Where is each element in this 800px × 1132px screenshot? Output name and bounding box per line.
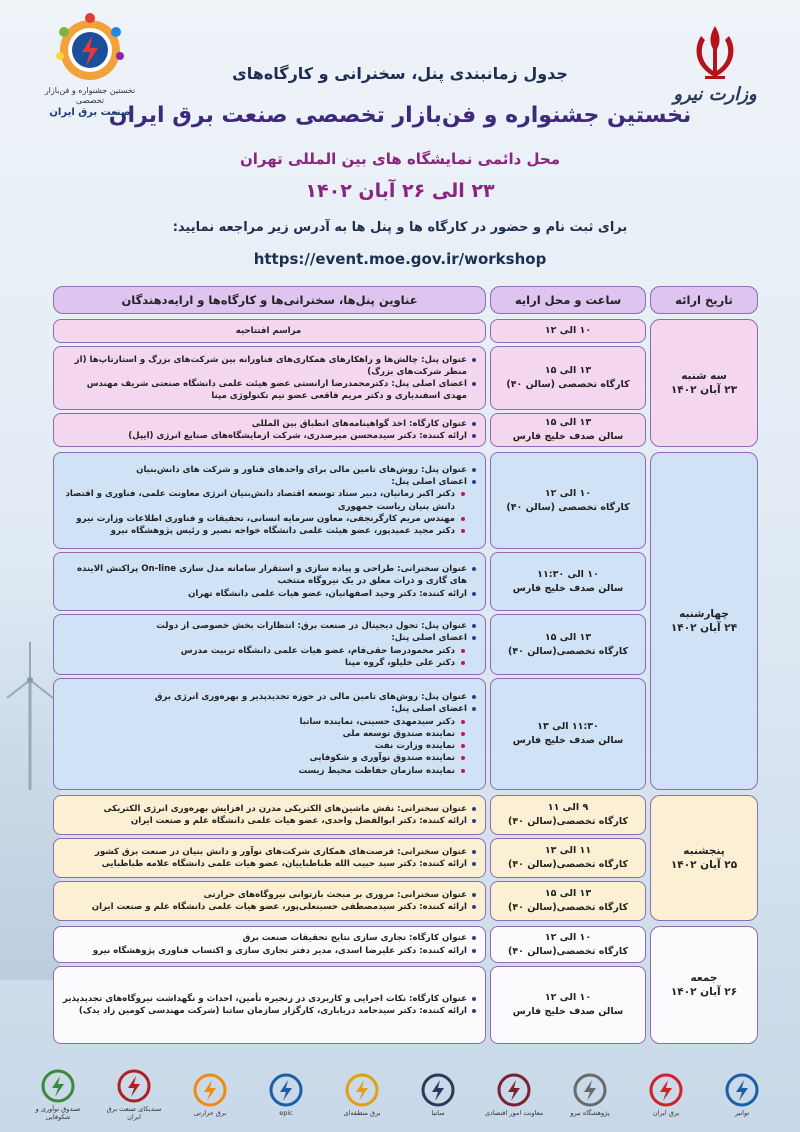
session-row xyxy=(53,926,646,963)
day-date-cell xyxy=(650,795,758,921)
registration-note: برای ثبت نام و حضور در کارگاه ها و پنل ها به آدرس زیر مراجعه نمایید: xyxy=(172,220,628,235)
sponsor-logo-renewable xyxy=(405,1073,471,1118)
sponsor-logo-innovation-fund xyxy=(25,1069,91,1122)
day-sessions xyxy=(53,319,646,447)
session-row xyxy=(53,838,646,878)
sponsor-caption: توانیر xyxy=(734,1108,750,1117)
session-time-cell xyxy=(490,926,646,963)
day-weekday: پنجشنبه xyxy=(683,844,725,857)
session-detail: ارائه کننده: دکتر سیدمحسن میرصدری، شرکت ازمایشگاه‌های صنایع انرژی (ایپل) xyxy=(60,430,477,442)
session-detail: عنوان سخنرانی: نقش ماشین‌های الکتریکی مدرن در افزایش بهره‌وری انرژی الکتریکی xyxy=(60,803,477,815)
session-time: ۱۰ الی ۱۲ xyxy=(544,325,592,337)
session-location: سالن صدف خلیج فارس xyxy=(512,735,624,746)
column-header-time: ساعت و محل ارایه xyxy=(490,286,646,314)
festival-logo-caption2: صنعت برق ایران xyxy=(49,107,131,119)
power-grid-icon xyxy=(649,1073,683,1107)
session-detail: عنوان پنل: روش‌های تامین مالی در حوزه تجدیدپذیر و بهره‌وری انرژی برق xyxy=(60,691,477,703)
session-time: ۱۳ الی ۱۵ xyxy=(544,631,592,643)
session-detail: عنوان پنل: چالش‌ها و راهکارهای همکاری‌های فناورانه بین شرکت‌های بزرگ و استارتاپ‌ها (از منظر شرکت‌های بزرگ) xyxy=(60,354,477,378)
renewable-icon xyxy=(421,1073,455,1107)
sponsor-logo-industry-syndicate xyxy=(101,1069,167,1122)
sponsor-caption: برق حرارتی xyxy=(193,1108,227,1117)
session-time: ۱۰ الی ۱۲ xyxy=(544,931,592,943)
sponsor-logos xyxy=(0,1058,800,1132)
panel-member: مهندس مریم کارگرنجفی، معاون سرمایه انسانی، تحقیقات و فناوری اطلاعات وزارت نیرو xyxy=(60,513,477,525)
session-row xyxy=(53,552,646,611)
session-topic-cell xyxy=(53,614,486,675)
day-date: ۲۶ آبان ۱۴۰۲ xyxy=(670,986,738,998)
session-row xyxy=(53,678,646,790)
session-row xyxy=(53,795,646,835)
session-detail: عنوان سخنرانی: مروری بر مبحث بازتوانی نیروگاه‌های حرارتی xyxy=(60,889,477,901)
session-row xyxy=(53,452,646,549)
thermal-power-icon xyxy=(193,1073,227,1107)
session-time-cell xyxy=(490,678,646,790)
sponsor-logo-tavanir xyxy=(709,1073,775,1118)
ceremony-title: مراسم افتتاحیه xyxy=(235,325,302,336)
session-topic-cell xyxy=(53,926,486,963)
session-location: کارگاه تخصصی(سالن ۴۰) xyxy=(508,902,628,913)
sponsor-caption: epic xyxy=(279,1108,293,1117)
session-time-cell xyxy=(490,346,646,410)
panel-member: دکتر مجید عمیدپور، عضو هیئت علمی دانشگاه خواجه نصیر و رئیس پژوهشگاه نیرو xyxy=(60,525,477,537)
session-time-cell xyxy=(490,552,646,611)
session-location: کارگاه تخصصی(سالن ۴۰) xyxy=(508,859,628,870)
session-time-cell xyxy=(490,319,646,343)
session-topic-cell xyxy=(53,966,486,1044)
panel-member: نماینده صندوق توسعه ملی xyxy=(60,728,477,740)
venue: محل دائمی نمایشگاه های بین المللی تهران xyxy=(239,150,561,168)
session-detail: اعضای اصلی پنل: xyxy=(60,632,477,644)
sponsor-logo-power-grid xyxy=(633,1073,699,1118)
date-range: ۲۳ الی ۲۶ آبان ۱۴۰۲ xyxy=(305,180,495,202)
session-time-cell xyxy=(490,452,646,549)
session-time: ۱۰ الی ۱۲ xyxy=(544,992,592,1004)
sponsor-caption: ساتبا xyxy=(431,1108,445,1117)
session-time: ۱۰ الی ۱۲ xyxy=(544,487,592,499)
panel-member: دکتر محمودرضا حقی‌فام، عضو هیات علمی دانشگاه تربیت مدرس xyxy=(60,645,477,657)
day-weekday: چهارشنبه xyxy=(679,607,729,620)
day-date-cell xyxy=(650,926,758,1044)
panel-member: نماینده سازمان حفاظت محیط زیست xyxy=(60,765,477,777)
session-row xyxy=(53,881,646,921)
session-location: سالن صدف خلیج فارس xyxy=(512,1006,624,1017)
day-block xyxy=(53,452,758,790)
session-detail: اعضای اصلی پنل: xyxy=(60,476,477,488)
panel-member: دکتر سیدمهدی حسینی، نماینده ساتبا xyxy=(60,716,477,728)
session-location: کارگاه تخصصی (سالن ۴۰) xyxy=(506,379,630,390)
day-date-cell xyxy=(650,452,758,790)
session-row xyxy=(53,319,646,343)
day-date: ۲۳ آبان ۱۴۰۲ xyxy=(670,384,738,396)
session-detail: ارائه کننده: دکتر علیرضا اسدی، مدیر دفتر تجاری سازی و اکتساب فناوری پژوهشگاه نیرو xyxy=(60,945,477,957)
session-time: ۱۳ الی ۱۵ xyxy=(544,888,592,900)
tavanir-icon xyxy=(725,1073,759,1107)
sponsor-caption: پژوهشگاه نیرو xyxy=(570,1108,610,1117)
electricity-co-icon xyxy=(345,1073,379,1107)
session-detail: ارائه کننده: دکتر ابوالفضل واحدی، عضو هیات علمی دانشگاه علم و صنعت ایران xyxy=(60,815,477,827)
industry-syndicate-icon xyxy=(117,1069,151,1103)
day-weekday: جمعه xyxy=(690,971,718,984)
session-topic-cell xyxy=(53,838,486,878)
session-detail: عنوان کارگاه: اخذ گواهینامه‌های انطباق بین المللی xyxy=(60,418,477,430)
sponsor-caption: برق منطقه‌ای xyxy=(343,1108,381,1117)
ministry-label: وزارت نیرو xyxy=(673,84,757,105)
session-detail: اعضای اصلی پنل: xyxy=(60,703,477,715)
session-location: کارگاه تخصصی(سالن ۴۰) xyxy=(508,945,628,957)
session-detail: ارائه کننده: دکتر سیدمصطفی حسینعلی‌پور، عضو هیات علمی دانشگاه علم و صنعت ایران xyxy=(60,901,477,913)
session-time-cell xyxy=(490,881,646,921)
session-location: کارگاه تخصصی(سالن ۴۰) xyxy=(508,645,628,657)
panel-member: دکتر اکبر زمانیان، دبیر ستاد توسعه اقتصاد دانش‌بنیان انرژی معاونت علمی، فناوری و اقتصاد دانش بنیان ریاست جمهوری xyxy=(60,488,477,512)
session-topic-cell xyxy=(53,346,486,410)
day-block xyxy=(53,795,758,921)
economic-affairs-icon xyxy=(497,1073,531,1107)
table-header xyxy=(53,286,758,314)
sponsor-caption: صندوق نوآوری و شکوفایی xyxy=(35,1104,81,1121)
session-location: کارگاه تخصصی(سالن ۴۰) xyxy=(508,816,628,827)
session-detail: عنوان پنل: روش‌های تامین مالی برای واحدهای فناور و شرکت های دانش‌بنیان xyxy=(60,464,477,476)
session-time-cell xyxy=(490,413,646,447)
session-time: ۹ الی ۱۱ xyxy=(547,802,589,814)
session-detail: عنوان سخنرانی: فرصت‌های همکاری شرکت‌های نوآور و دانش بنیان در صنعت برق کشور xyxy=(60,846,477,858)
session-detail: اعضای اصلی پنل: دکترمحمدرضا ارانستی عضو هیئت علمی دانشگاه صنعتی شریف مهندس مهدی اسفندیاری و دکتر مریم فاقعی عضو تیم تکنولوژی مپنا xyxy=(60,378,477,402)
sponsor-logo-research-institute xyxy=(557,1073,623,1118)
day-date: ۲۵ آبان ۱۴۰۲ xyxy=(670,859,738,871)
session-detail: عنوان سخنرانی: طراحی و پیاده سازی و استقرار سامانه مدل سازی On-line پراکنش الاینده های گازی و ذرات معلق در یک نیروگاه منتخب xyxy=(60,563,477,587)
session-time: ۱۳ الی ۱۵ xyxy=(544,417,592,429)
title-line2: نخستین جشنواره و فن‌بازار تخصصی صنعت برق ایران xyxy=(108,103,692,128)
session-detail: عنوان پنل: تحول دیجیتال در صنعت برق: انتظارات بخش خصوصی از دولت xyxy=(60,620,477,632)
session-detail: ارائه کننده: دکتر وحید اصفهانیان، عضو هیات علمی دانشگاه تهران xyxy=(60,588,477,600)
panel-member: دکتر علی خلیلو، گروه مپنا xyxy=(60,657,477,669)
session-time: ۱۳ الی ۱۵ xyxy=(544,365,592,377)
festival-logo-caption: نخستین جشنواره و فن‌بازار تخصصی xyxy=(44,86,136,105)
sponsor-logo-electricity-co xyxy=(329,1073,395,1118)
session-time: ۱۰ الی ۱۱:۳۰ xyxy=(537,568,599,580)
page-header xyxy=(0,0,800,285)
session-detail: عنوان کارگاه: تجاری سازی نتایج تحقیقات صنعت برق xyxy=(60,932,477,944)
session-time-cell xyxy=(490,966,646,1044)
session-topic-cell xyxy=(53,795,486,835)
session-time: ۱۱:۳۰ الی ۱۳ xyxy=(537,721,599,733)
session-row xyxy=(53,346,646,410)
session-detail: عنوان کارگاه: نکات اجرایی و کاربردی در زنجیره تأمین، احداث و نگهداشت نیروگاه‌های تجدیدپذیر xyxy=(60,993,477,1005)
panel-member: نماینده وزارت نفت xyxy=(60,740,477,752)
research-institute-icon xyxy=(573,1073,607,1107)
day-block xyxy=(53,926,758,1044)
wind-turbine-icon xyxy=(5,640,55,790)
sponsor-logo-epic xyxy=(253,1073,319,1118)
registration-url[interactable]: https://event.moe.gov.ir/workshop xyxy=(253,250,547,268)
schedule-table xyxy=(53,286,758,1049)
session-time: ۱۱ الی ۱۳ xyxy=(544,845,592,857)
sponsor-caption: سندیکای صنعت برق ایران xyxy=(106,1104,162,1121)
title-line1: جدول زمانبندی پنل، سخنرانی و کارگاه‌های xyxy=(232,64,568,83)
session-time-cell xyxy=(490,838,646,878)
day-date-cell xyxy=(650,319,758,447)
session-row xyxy=(53,413,646,447)
session-location: سالن صدف خلیج فارس xyxy=(512,582,624,594)
session-detail: ارائه کننده: دکتر سیدحامد دریاباری، کارگزار سازمان ساتبا (شرکت مهندسی کومین زاد یدک) xyxy=(60,1005,477,1017)
session-topic-cell xyxy=(53,881,486,921)
session-row xyxy=(53,966,646,1044)
day-sessions xyxy=(53,452,646,790)
epic-icon xyxy=(269,1073,303,1107)
sponsor-logo-economic-affairs xyxy=(481,1073,547,1118)
session-row xyxy=(53,614,646,675)
session-time-cell xyxy=(490,795,646,835)
sponsor-caption: معاونت امور اقتصادی xyxy=(484,1108,544,1117)
sponsor-logo-thermal-power xyxy=(177,1073,243,1118)
panel-member: نماینده صندوق نوآوری و شکوفایی xyxy=(60,752,477,764)
day-sessions xyxy=(53,795,646,921)
session-time-cell xyxy=(490,614,646,675)
day-weekday: سه شنبه xyxy=(681,369,727,382)
day-sessions xyxy=(53,926,646,1044)
session-topic-cell xyxy=(53,552,486,611)
session-topic-cell xyxy=(53,678,486,790)
schedule-days xyxy=(53,319,758,1044)
session-topic-cell xyxy=(53,413,486,447)
session-location: سالن صدف خلیج فارس xyxy=(512,431,624,442)
sponsor-caption: برق ایران xyxy=(652,1108,680,1117)
day-date: ۲۴ آبان ۱۴۰۲ xyxy=(670,622,738,634)
innovation-fund-icon xyxy=(41,1069,75,1103)
session-detail: ارائه کننده: دکتر سید حبیب الله طباطباییان، عضو هیات علمی دانشگاه علامه طباطبایی xyxy=(60,858,477,870)
column-header-topic: عناوین پنل‌ها، سخنرانی‌ها و کارگاه‌ها و ارایه‌دهندگان xyxy=(53,286,486,314)
column-header-date: تاریخ ارائه xyxy=(650,286,758,314)
session-topic-cell xyxy=(53,452,486,549)
session-topic-cell xyxy=(53,319,486,343)
day-block xyxy=(53,319,758,447)
session-location: کارگاه تخصصی (سالن ۴۰) xyxy=(506,501,630,513)
